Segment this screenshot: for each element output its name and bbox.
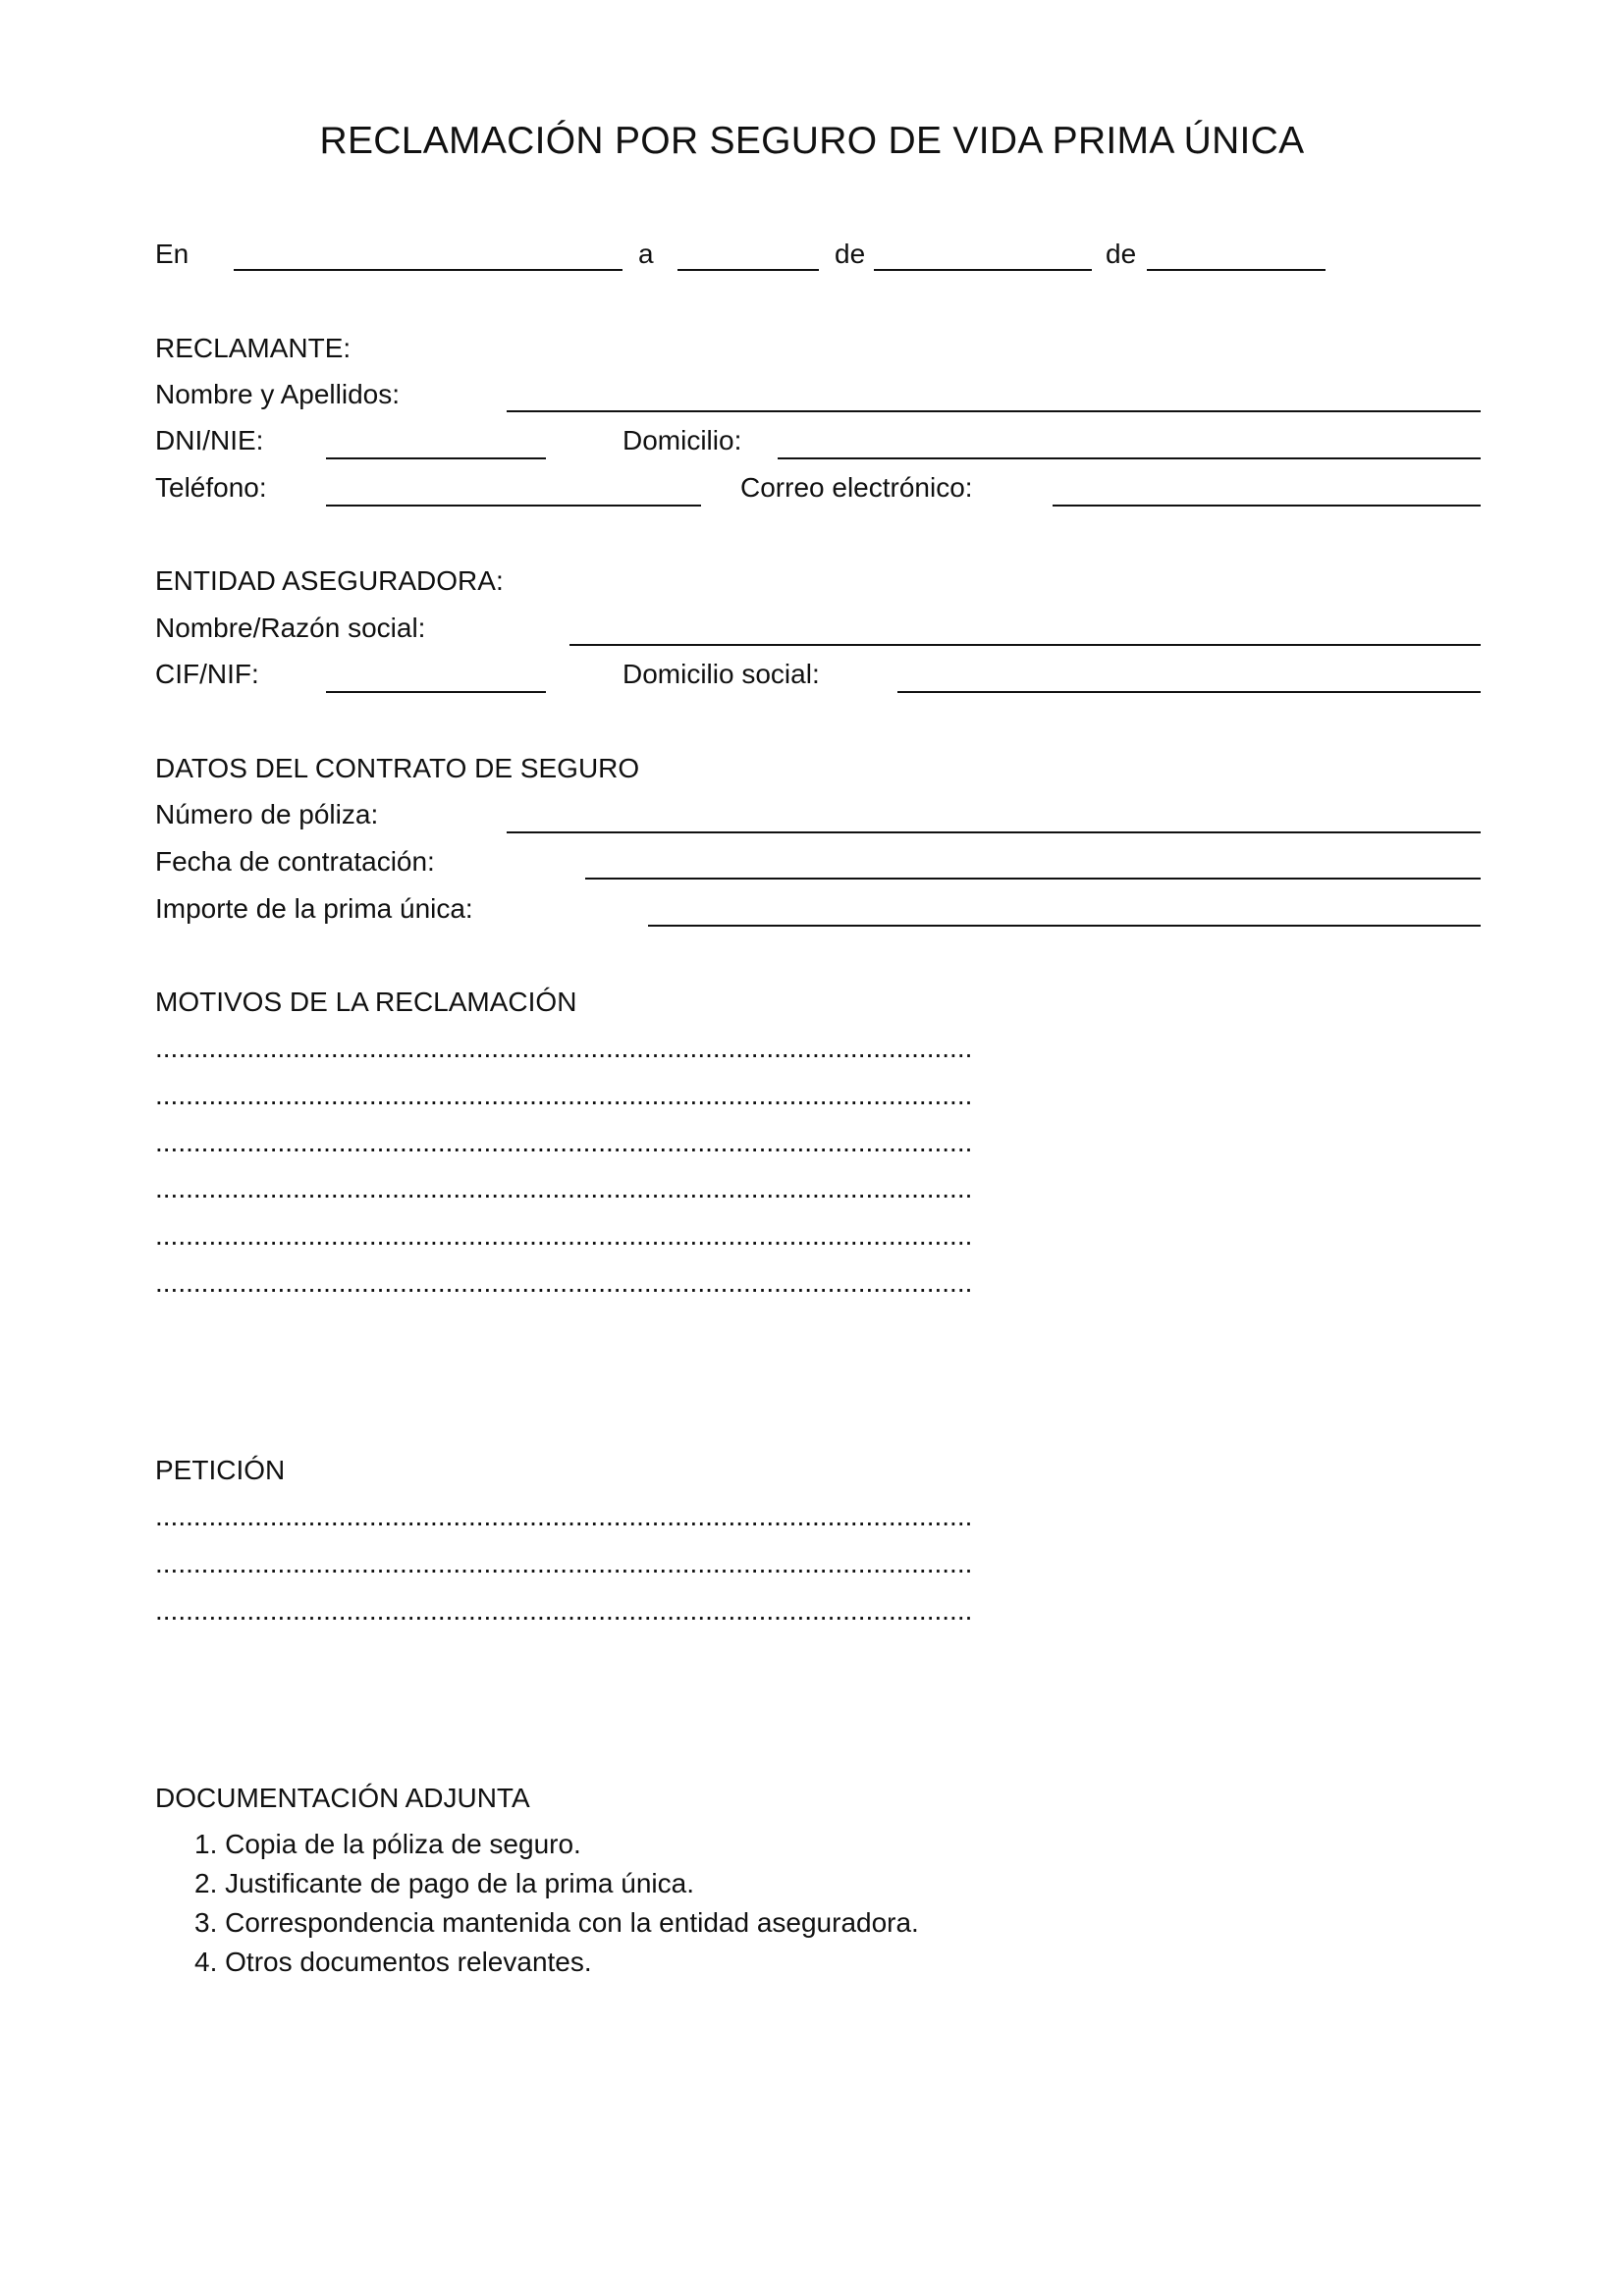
peticion-dotted-line[interactable]: ........................................................................................................... (155, 1595, 973, 1626)
numero-poliza-field[interactable] (507, 831, 1481, 833)
document-title: RECLAMACIÓN POR SEGURO DE VIDA PRIMA ÚNICA (319, 120, 1305, 162)
nombre-apellidos-label: Nombre y Apellidos: (155, 379, 401, 409)
numero-poliza-label: Número de póliza: (155, 799, 379, 829)
motivos-dotted-line[interactable]: ........................................................................................................... (155, 1173, 973, 1203)
motivos-dotted-line[interactable]: ........................................................................................................... (155, 1080, 973, 1110)
fecha-contratacion-field[interactable] (585, 878, 1481, 880)
domicilio-field[interactable] (778, 457, 1481, 459)
domicilio-social-label: Domicilio social: (623, 659, 820, 689)
motivos-dotted-line[interactable]: ........................................................................................................... (155, 1033, 973, 1063)
peticion-dotted-line[interactable]: ........................................................................................................... (155, 1548, 973, 1578)
place-field[interactable] (234, 269, 623, 271)
motivos-heading: MOTIVOS DE LA RECLAMACIÓN (155, 987, 577, 1017)
telefono-field[interactable] (326, 505, 701, 507)
fecha-contratacion-label: Fecha de contratación: (155, 846, 435, 877)
razon-social-field[interactable] (569, 644, 1481, 646)
motivos-dotted-line[interactable]: ........................................................................................................... (155, 1220, 973, 1251)
correo-label: Correo electrónico: (740, 472, 973, 503)
year-prefix-label: de (1106, 239, 1137, 269)
place-label: En (155, 239, 189, 269)
correo-field[interactable] (1053, 505, 1481, 507)
month-field[interactable] (874, 269, 1092, 271)
importe-prima-label: Importe de la prima única: (155, 893, 473, 924)
cif-nif-label: CIF/NIF: (155, 659, 259, 689)
reclamante-heading: RECLAMANTE: (155, 333, 352, 363)
documentacion-item: 2. Justificante de pago de la prima única. (194, 1868, 694, 1898)
domicilio-social-field[interactable] (897, 691, 1481, 693)
day-field[interactable] (677, 269, 819, 271)
motivos-dotted-line[interactable]: ........................................................................................................... (155, 1127, 973, 1157)
importe-prima-field[interactable] (648, 925, 1481, 927)
domicilio-label: Domicilio: (623, 425, 742, 455)
motivos-dotted-line[interactable]: ........................................................................................................... (155, 1267, 973, 1298)
peticion-dotted-line[interactable]: ........................................................................................................... (155, 1501, 973, 1531)
day-prefix-label: a (638, 239, 654, 269)
cif-nif-field[interactable] (326, 691, 546, 693)
contrato-heading: DATOS DEL CONTRATO DE SEGURO (155, 753, 640, 783)
dni-nie-label: DNI/NIE: (155, 425, 264, 455)
documentacion-item: 1. Copia de la póliza de seguro. (194, 1829, 581, 1859)
documentacion-heading: DOCUMENTACIÓN ADJUNTA (155, 1783, 530, 1813)
month-prefix-label: de (835, 239, 866, 269)
nombre-apellidos-field[interactable] (507, 410, 1481, 412)
entidad-heading: ENTIDAD ASEGURADORA: (155, 565, 504, 596)
telefono-label: Teléfono: (155, 472, 267, 503)
documentacion-item: 4. Otros documentos relevantes. (194, 1947, 592, 1977)
documentacion-item: 3. Correspondencia mantenida con la entidad aseguradora. (194, 1907, 919, 1938)
peticion-heading: PETICIÓN (155, 1455, 286, 1485)
dni-nie-field[interactable] (326, 457, 546, 459)
razon-social-label: Nombre/Razón social: (155, 613, 426, 643)
year-field[interactable] (1147, 269, 1326, 271)
